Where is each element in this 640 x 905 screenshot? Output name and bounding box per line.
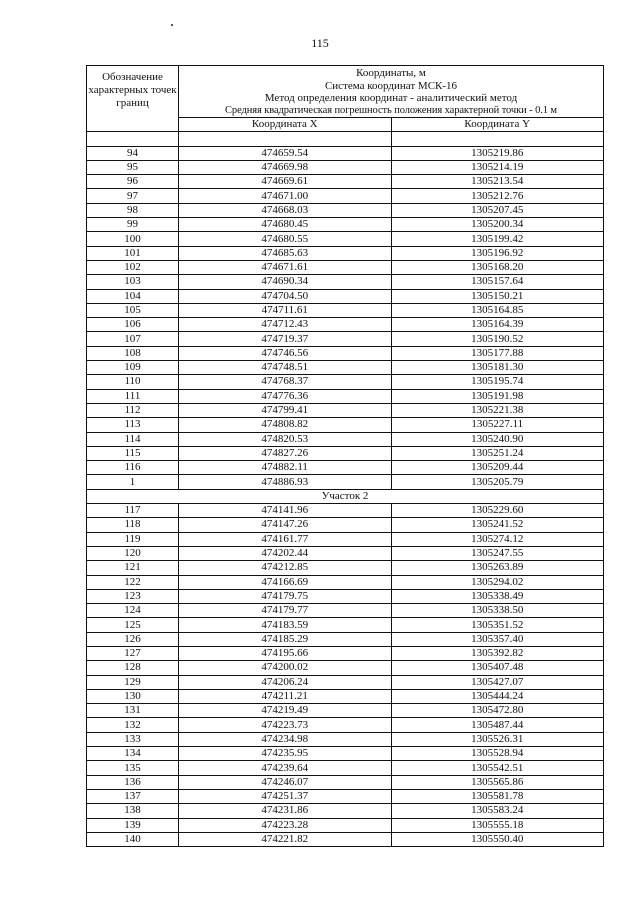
y-cell: 1305219.86 xyxy=(391,146,604,160)
x-cell: 474141.96 xyxy=(179,504,392,518)
y-cell: 1305542.51 xyxy=(391,761,604,775)
table-row xyxy=(87,618,604,632)
table-row xyxy=(87,761,604,775)
spacer-cell xyxy=(391,132,604,146)
table-row xyxy=(87,461,604,475)
y-cell: 1305427.07 xyxy=(391,675,604,689)
table-row xyxy=(87,289,604,303)
point-cell: 104 xyxy=(87,289,179,303)
section-label: Участок 2 xyxy=(87,489,604,503)
table-row xyxy=(87,303,604,317)
x-cell: 474212.85 xyxy=(179,561,392,575)
y-cell: 1305150.21 xyxy=(391,289,604,303)
x-cell: 474219.49 xyxy=(179,704,392,718)
y-cell: 1305199.42 xyxy=(391,232,604,246)
table-row xyxy=(87,203,604,217)
x-cell: 474886.93 xyxy=(179,475,392,489)
point-cell: 112 xyxy=(87,403,179,417)
y-cell: 1305555.18 xyxy=(391,818,604,832)
point-cell: 95 xyxy=(87,160,179,174)
y-cell: 1305240.90 xyxy=(391,432,604,446)
table-row xyxy=(87,804,604,818)
point-cell: 138 xyxy=(87,804,179,818)
x-cell: 474808.82 xyxy=(179,418,392,432)
point-cell: 127 xyxy=(87,646,179,660)
table-row xyxy=(87,418,604,432)
table-row xyxy=(87,747,604,761)
x-cell: 474746.56 xyxy=(179,346,392,360)
table-row xyxy=(87,718,604,732)
point-cell: 133 xyxy=(87,732,179,746)
y-cell: 1305207.45 xyxy=(391,203,604,217)
table-row xyxy=(87,561,604,575)
table-row xyxy=(87,532,604,546)
point-cell: 131 xyxy=(87,704,179,718)
x-cell: 474234.98 xyxy=(179,732,392,746)
x-cell: 474239.64 xyxy=(179,761,392,775)
point-cell: 139 xyxy=(87,818,179,832)
table-row xyxy=(87,160,604,174)
y-cell: 1305241.52 xyxy=(391,518,604,532)
y-cell: 1305221.38 xyxy=(391,403,604,417)
point-cell: 103 xyxy=(87,275,179,289)
y-cell: 1305565.86 xyxy=(391,775,604,789)
y-cell: 1305351.52 xyxy=(391,618,604,632)
table-row xyxy=(87,189,604,203)
point-cell: 126 xyxy=(87,632,179,646)
point-cell: 135 xyxy=(87,761,179,775)
y-cell: 1305583.24 xyxy=(391,804,604,818)
x-cell: 474185.29 xyxy=(179,632,392,646)
header-system: Система координат МСК-16 xyxy=(324,79,458,92)
y-cell: 1305581.78 xyxy=(391,789,604,803)
y-cell: 1305190.52 xyxy=(391,332,604,346)
y-cell: 1305338.50 xyxy=(391,604,604,618)
x-cell: 474223.73 xyxy=(179,718,392,732)
header-point-designation: Обозначение характерных точек границ xyxy=(87,66,179,132)
x-cell: 474251.37 xyxy=(179,789,392,803)
header-row-main xyxy=(87,66,604,118)
y-cell: 1305205.79 xyxy=(391,475,604,489)
point-cell: 136 xyxy=(87,775,179,789)
y-cell: 1305338.49 xyxy=(391,589,604,603)
table-row xyxy=(87,575,604,589)
table-row xyxy=(87,260,604,274)
table-row xyxy=(87,389,604,403)
y-cell: 1305528.94 xyxy=(391,747,604,761)
x-cell: 474147.26 xyxy=(179,518,392,532)
y-cell: 1305472.80 xyxy=(391,704,604,718)
y-cell: 1305177.88 xyxy=(391,346,604,360)
x-cell: 474179.77 xyxy=(179,604,392,618)
point-cell: 98 xyxy=(87,203,179,217)
header-x-label: Координата X xyxy=(179,118,392,132)
page-number: 115 xyxy=(311,36,329,50)
x-cell: 474719.37 xyxy=(179,332,392,346)
x-cell: 474671.61 xyxy=(179,260,392,274)
y-cell: 1305263.89 xyxy=(391,561,604,575)
y-cell: 1305196.92 xyxy=(391,246,604,260)
y-cell: 1305209.44 xyxy=(391,461,604,475)
point-cell: 94 xyxy=(87,146,179,160)
x-cell: 474776.36 xyxy=(179,389,392,403)
table-row xyxy=(87,504,604,518)
x-cell: 474799.41 xyxy=(179,403,392,417)
point-cell: 130 xyxy=(87,689,179,703)
x-cell: 474183.59 xyxy=(179,618,392,632)
x-cell: 474712.43 xyxy=(179,318,392,332)
x-cell: 474179.75 xyxy=(179,589,392,603)
y-cell: 1305407.48 xyxy=(391,661,604,675)
coordinates-table-body xyxy=(87,66,604,847)
x-cell: 474195.66 xyxy=(179,646,392,660)
point-cell: 102 xyxy=(87,260,179,274)
point-cell: 116 xyxy=(87,461,179,475)
x-cell: 474711.61 xyxy=(179,303,392,317)
x-cell: 474231.86 xyxy=(179,804,392,818)
x-cell: 474669.61 xyxy=(179,175,392,189)
point-cell: 117 xyxy=(87,504,179,518)
x-cell: 474659.54 xyxy=(179,146,392,160)
table-row xyxy=(87,775,604,789)
spacer-cell xyxy=(179,132,392,146)
y-cell: 1305251.24 xyxy=(391,446,604,460)
point-cell: 125 xyxy=(87,618,179,632)
x-cell: 474882.11 xyxy=(179,461,392,475)
table-row xyxy=(87,546,604,560)
y-cell: 1305392.82 xyxy=(391,646,604,660)
table-row xyxy=(87,661,604,675)
x-cell: 474768.37 xyxy=(179,375,392,389)
x-cell: 474704.50 xyxy=(179,289,392,303)
y-cell: 1305191.98 xyxy=(391,389,604,403)
x-cell: 474246.07 xyxy=(179,775,392,789)
x-cell: 474671.00 xyxy=(179,189,392,203)
table-row xyxy=(87,318,604,332)
point-cell: 123 xyxy=(87,589,179,603)
table-row xyxy=(87,589,604,603)
point-cell: 121 xyxy=(87,561,179,575)
y-cell: 1305294.02 xyxy=(391,575,604,589)
y-cell: 1305168.20 xyxy=(391,260,604,274)
table-row xyxy=(87,275,604,289)
point-cell: 119 xyxy=(87,532,179,546)
y-cell: 1305526.31 xyxy=(391,732,604,746)
y-cell: 1305229.60 xyxy=(391,504,604,518)
point-cell: 107 xyxy=(87,332,179,346)
table-row xyxy=(87,518,604,532)
table-row xyxy=(87,832,604,846)
table-row xyxy=(87,218,604,232)
table-row xyxy=(87,361,604,375)
y-cell: 1305247.55 xyxy=(391,546,604,560)
table-row xyxy=(87,732,604,746)
table-row xyxy=(87,475,604,489)
x-cell: 474235.95 xyxy=(179,747,392,761)
point-cell: 115 xyxy=(87,446,179,460)
x-cell: 474206.24 xyxy=(179,675,392,689)
point-cell: 1 xyxy=(87,475,179,489)
point-cell: 122 xyxy=(87,575,179,589)
point-cell: 110 xyxy=(87,375,179,389)
table-row xyxy=(87,403,604,417)
table-row xyxy=(87,232,604,246)
y-cell: 1305227.11 xyxy=(391,418,604,432)
point-cell: 140 xyxy=(87,832,179,846)
y-cell: 1305181.30 xyxy=(391,361,604,375)
header-method: Метод определения координат - аналитический метод xyxy=(264,92,518,104)
point-cell: 113 xyxy=(87,418,179,432)
table-row xyxy=(87,146,604,160)
point-cell: 108 xyxy=(87,346,179,360)
table-row xyxy=(87,632,604,646)
point-cell: 100 xyxy=(87,232,179,246)
table-row xyxy=(87,604,604,618)
point-cell: 101 xyxy=(87,246,179,260)
x-cell: 474680.55 xyxy=(179,232,392,246)
point-cell: 124 xyxy=(87,604,179,618)
x-cell: 474690.34 xyxy=(179,275,392,289)
header-spacer-row xyxy=(87,132,604,146)
x-cell: 474211.21 xyxy=(179,689,392,703)
x-cell: 474680.45 xyxy=(179,218,392,232)
table-row xyxy=(87,346,604,360)
table-row xyxy=(87,818,604,832)
y-cell: 1305214.19 xyxy=(391,160,604,174)
table-row xyxy=(87,689,604,703)
header-coordinates-block xyxy=(179,66,604,118)
table-row xyxy=(87,789,604,803)
spacer-cell xyxy=(87,132,179,146)
y-cell: 1305274.12 xyxy=(391,532,604,546)
x-cell: 474827.26 xyxy=(179,446,392,460)
table-row xyxy=(87,704,604,718)
y-cell: 1305157.64 xyxy=(391,275,604,289)
section-row xyxy=(87,489,604,503)
table-row xyxy=(87,375,604,389)
x-cell: 474161.77 xyxy=(179,532,392,546)
x-cell: 474200.02 xyxy=(179,661,392,675)
x-cell: 474685.63 xyxy=(179,246,392,260)
x-cell: 474820.53 xyxy=(179,432,392,446)
x-cell: 474669.98 xyxy=(179,160,392,174)
y-cell: 1305357.40 xyxy=(391,632,604,646)
x-cell: 474166.69 xyxy=(179,575,392,589)
point-cell: 132 xyxy=(87,718,179,732)
table-row xyxy=(87,432,604,446)
table-row xyxy=(87,646,604,660)
x-cell: 474223.28 xyxy=(179,818,392,832)
table-row xyxy=(87,246,604,260)
point-cell: 99 xyxy=(87,218,179,232)
x-cell: 474668.03 xyxy=(179,203,392,217)
y-cell: 1305164.39 xyxy=(391,318,604,332)
y-cell: 1305195.74 xyxy=(391,375,604,389)
point-cell: 106 xyxy=(87,318,179,332)
table-row xyxy=(87,446,604,460)
point-cell: 109 xyxy=(87,361,179,375)
point-cell: 114 xyxy=(87,432,179,446)
point-cell: 118 xyxy=(87,518,179,532)
y-cell: 1305550.40 xyxy=(391,832,604,846)
header-title: Координаты, м xyxy=(356,67,426,79)
point-cell: 96 xyxy=(87,175,179,189)
point-cell: 120 xyxy=(87,546,179,560)
header-accuracy: Средняя квадратическая погрешность положения характерной точки - 0.1 м xyxy=(225,104,557,116)
point-cell: 97 xyxy=(87,189,179,203)
header-y-label: Координата Y xyxy=(391,118,604,132)
x-cell: 474748.51 xyxy=(179,361,392,375)
x-cell: 474202.44 xyxy=(179,546,392,560)
table-row xyxy=(87,675,604,689)
y-cell: 1305213.54 xyxy=(391,175,604,189)
y-cell: 1305164.85 xyxy=(391,303,604,317)
point-cell: 128 xyxy=(87,661,179,675)
y-cell: 1305212.76 xyxy=(391,189,604,203)
scan-dot xyxy=(171,24,173,26)
table-row xyxy=(87,332,604,346)
table-row xyxy=(87,175,604,189)
point-cell: 105 xyxy=(87,303,179,317)
point-cell: 129 xyxy=(87,675,179,689)
coordinates-table xyxy=(86,65,604,847)
y-cell: 1305444.24 xyxy=(391,689,604,703)
y-cell: 1305200.34 xyxy=(391,218,604,232)
point-cell: 137 xyxy=(87,789,179,803)
point-cell: 134 xyxy=(87,747,179,761)
y-cell: 1305487.44 xyxy=(391,718,604,732)
x-cell: 474221.82 xyxy=(179,832,392,846)
point-cell: 111 xyxy=(87,389,179,403)
